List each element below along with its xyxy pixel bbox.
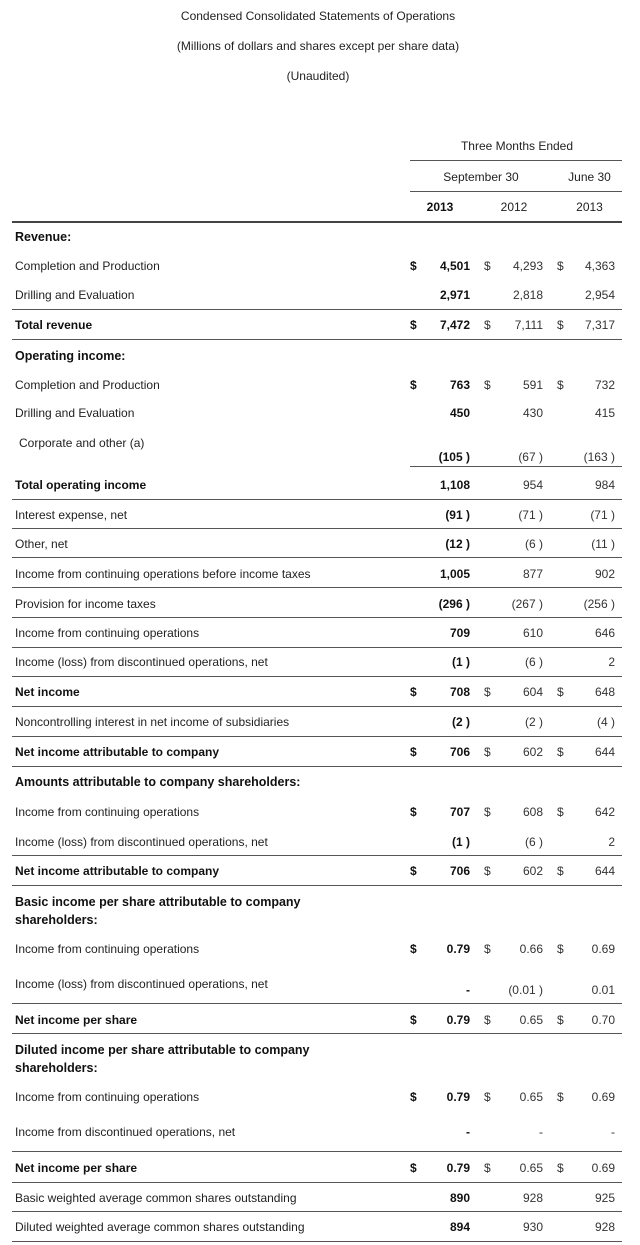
currency-symbol: $	[557, 942, 564, 956]
row-label: Diluted income per share attributable to company	[15, 1043, 310, 1057]
row-label: Noncontrolling interest in net income of subsidiaries	[15, 715, 290, 729]
value-cell: (67 )	[518, 450, 543, 464]
value-cell: 644	[594, 745, 615, 759]
value-cell: 7,111	[514, 318, 543, 332]
row-divider	[12, 647, 622, 648]
value-cell: 925	[594, 1191, 615, 1205]
value-cell: 0.79	[446, 1161, 470, 1175]
currency-symbol: $	[557, 259, 564, 273]
value-cell: 706	[449, 864, 470, 878]
currency-symbol: $	[410, 745, 417, 759]
value-cell: (11 )	[591, 537, 615, 551]
value-cell: (0.01 )	[508, 983, 543, 997]
group-underline	[410, 191, 622, 192]
currency-symbol: $	[410, 1013, 417, 1027]
value-cell: 984	[594, 478, 615, 492]
row-divider	[410, 466, 622, 467]
value-cell: 2,818	[512, 288, 543, 302]
value-cell: 4,501	[439, 259, 470, 273]
currency-symbol: $	[410, 259, 417, 273]
currency-symbol: $	[410, 1161, 417, 1175]
value-cell: 2	[608, 655, 615, 669]
row-divider	[12, 766, 622, 767]
value-cell: (91 )	[445, 508, 470, 522]
currency-symbol: $	[410, 685, 417, 699]
value-cell: (6 )	[525, 835, 543, 849]
currency-symbol: $	[484, 259, 491, 273]
row-label: Drilling and Evaluation	[15, 406, 135, 420]
value-cell: 644	[594, 864, 615, 878]
value-cell: 709	[449, 626, 470, 640]
value-cell: (296 )	[438, 597, 470, 611]
row-divider	[12, 1211, 622, 1212]
value-cell: 894	[449, 1220, 470, 1234]
value-cell: 0.70	[591, 1013, 615, 1027]
value-cell: 604	[522, 685, 543, 699]
value-cell: 2,954	[584, 288, 615, 302]
currency-symbol: $	[484, 1090, 491, 1104]
value-cell: 602	[522, 745, 543, 759]
value-cell: 4,293	[512, 259, 543, 273]
value-cell: 0.65	[519, 1161, 543, 1175]
currency-symbol: $	[410, 378, 417, 392]
row-label: Revenue:	[15, 230, 72, 244]
year-header-2013: 2013	[426, 200, 454, 214]
value-cell: 415	[594, 406, 615, 420]
row-divider	[12, 1241, 622, 1242]
value-cell: 0.79	[446, 1013, 470, 1027]
row-label: Income (loss) from discontinued operations, net	[15, 655, 268, 669]
row-label: Income from continuing operations	[15, 805, 200, 819]
currency-symbol: $	[557, 864, 564, 878]
currency-symbol: $	[484, 318, 491, 332]
value-cell: 0.69	[591, 1090, 615, 1104]
value-cell: (6 )	[525, 655, 543, 669]
currency-symbol: $	[410, 864, 417, 878]
value-cell: 646	[594, 626, 615, 640]
row-label-continued: shareholders:	[15, 1061, 98, 1075]
row-label: Income from continuing operations	[15, 1090, 200, 1104]
row-divider	[12, 557, 622, 558]
value-cell: (6 )	[525, 537, 543, 551]
currency-symbol: $	[557, 1161, 564, 1175]
row-label: Diluted weighted average common shares outstanding	[15, 1220, 305, 1234]
value-cell: -	[611, 1125, 615, 1139]
value-cell: 902	[594, 567, 615, 581]
value-cell: 928	[522, 1191, 543, 1205]
row-label: Interest expense, net	[15, 508, 128, 522]
currency-symbol: $	[410, 805, 417, 819]
currency-symbol: $	[557, 318, 564, 332]
value-cell: (2 )	[452, 715, 470, 729]
currency-symbol: $	[484, 378, 491, 392]
row-label: Net income per share	[15, 1013, 138, 1027]
year-header-2013-june: 2013	[576, 200, 603, 214]
value-cell: (1 )	[452, 835, 470, 849]
currency-symbol: $	[484, 685, 491, 699]
header-rule	[12, 221, 622, 223]
value-cell: 430	[522, 406, 543, 420]
value-cell: 2	[608, 835, 615, 849]
value-cell: 7,317	[584, 318, 615, 332]
value-cell: (105 )	[438, 450, 470, 464]
value-cell: 4,363	[584, 259, 615, 273]
row-divider	[12, 1033, 622, 1034]
value-cell: (163 )	[583, 450, 615, 464]
value-cell: -	[466, 1125, 470, 1139]
row-divider	[12, 499, 622, 500]
row-divider	[12, 855, 622, 856]
row-label: Amounts attributable to company shareholders:	[15, 775, 301, 789]
statement-note: (Unaudited)	[286, 69, 350, 83]
row-divider	[12, 1151, 622, 1152]
value-cell: 591	[522, 378, 543, 392]
currency-symbol: $	[484, 1161, 491, 1175]
row-label: Net income attributable to company	[15, 864, 220, 878]
value-cell: 1,005	[439, 567, 470, 581]
row-label: Net income per share	[15, 1161, 138, 1175]
value-cell: (4 )	[597, 715, 615, 729]
september-header: September 30	[443, 170, 519, 184]
currency-symbol: $	[484, 805, 491, 819]
currency-symbol: $	[557, 685, 564, 699]
row-label: Operating income:	[15, 349, 126, 363]
value-cell: 610	[522, 626, 543, 640]
row-divider	[12, 736, 622, 737]
value-cell: 602	[522, 864, 543, 878]
row-label: Income from continuing operations	[15, 942, 200, 956]
value-cell: 0.65	[519, 1090, 543, 1104]
row-label: Completion and Production	[15, 259, 160, 273]
row-label: Basic weighted average common shares outstanding	[15, 1191, 297, 1205]
value-cell: 732	[594, 378, 615, 392]
value-cell: 1,108	[439, 478, 470, 492]
value-cell: 0.69	[591, 1161, 615, 1175]
row-divider	[12, 1003, 622, 1004]
row-label: Total revenue	[15, 318, 93, 332]
row-divider	[12, 617, 622, 618]
value-cell: 2,971	[439, 288, 470, 302]
value-cell: 928	[594, 1220, 615, 1234]
value-cell: 450	[449, 406, 470, 420]
row-label-continued: shareholders:	[15, 913, 98, 927]
value-cell: (71 )	[590, 508, 615, 522]
row-divider	[12, 309, 622, 310]
value-cell: -	[539, 1125, 543, 1139]
value-cell: 7,472	[439, 318, 470, 332]
value-cell: 707	[449, 805, 470, 819]
row-label: Income from continuing operations	[15, 626, 200, 640]
value-cell: (12 )	[445, 537, 470, 551]
currency-symbol: $	[557, 1090, 564, 1104]
currency-symbol: $	[484, 1013, 491, 1027]
row-label: Income (loss) from discontinued operations, net	[15, 835, 268, 849]
value-cell: (1 )	[452, 655, 470, 669]
value-cell: (267 )	[511, 597, 543, 611]
currency-symbol: $	[557, 745, 564, 759]
value-cell: 648	[594, 685, 615, 699]
row-label: Other, net	[15, 537, 68, 551]
row-divider	[12, 587, 622, 588]
row-label: Completion and Production	[15, 378, 160, 392]
value-cell: 954	[522, 478, 543, 492]
row-label: Income from continuing operations before income taxes	[15, 567, 311, 581]
row-divider	[12, 528, 622, 529]
currency-symbol: $	[484, 745, 491, 759]
row-divider	[12, 706, 622, 707]
value-cell: 708	[449, 685, 470, 699]
value-cell: 0.69	[591, 942, 615, 956]
currency-symbol: $	[557, 1013, 564, 1027]
row-label: Net income	[15, 685, 80, 699]
row-label: Total operating income	[15, 478, 147, 492]
value-cell: 0.79	[446, 1090, 470, 1104]
value-cell: 642	[594, 805, 615, 819]
row-divider	[12, 885, 622, 886]
value-cell: 0.01	[591, 983, 615, 997]
value-cell: (71 )	[518, 508, 543, 522]
currency-symbol: $	[484, 942, 491, 956]
statement-subtitle: (Millions of dollars and shares except per share data)	[176, 39, 460, 53]
row-divider	[12, 1182, 622, 1183]
value-cell: 0.66	[519, 942, 543, 956]
period-underline	[410, 160, 622, 161]
value-cell: 0.79	[446, 942, 470, 956]
currency-symbol: $	[557, 805, 564, 819]
currency-symbol: $	[484, 864, 491, 878]
value-cell: 877	[522, 567, 543, 581]
value-cell: -	[466, 983, 470, 997]
value-cell: 608	[522, 805, 543, 819]
currency-symbol: $	[410, 318, 417, 332]
year-header-2012: 2012	[500, 200, 528, 214]
currency-symbol: $	[410, 942, 417, 956]
row-label: Basic income per share attributable to company	[15, 895, 301, 909]
row-label: Provision for income taxes	[15, 597, 156, 611]
row-label: Income from discontinued operations, net	[15, 1125, 236, 1139]
currency-symbol: $	[557, 378, 564, 392]
statement-title: Condensed Consolidated Statements of Operations	[180, 9, 456, 23]
row-label: Net income attributable to company	[15, 745, 220, 759]
currency-symbol: $	[410, 1090, 417, 1104]
value-cell: 890	[449, 1191, 470, 1205]
row-label: Drilling and Evaluation	[15, 288, 135, 302]
row-label: Income (loss) from discontinued operations, net	[15, 977, 268, 991]
value-cell: 706	[449, 745, 470, 759]
value-cell: (256 )	[583, 597, 615, 611]
value-cell: 0.65	[519, 1013, 543, 1027]
row-divider	[12, 339, 622, 340]
june-header: June 30	[568, 170, 611, 184]
value-cell: 930	[522, 1220, 543, 1234]
value-cell: 763	[449, 378, 470, 392]
value-cell: (2 )	[525, 715, 543, 729]
row-divider	[12, 676, 622, 677]
row-label: Corporate and other (a)	[19, 436, 145, 450]
period-header: Three Months Ended	[460, 139, 574, 153]
